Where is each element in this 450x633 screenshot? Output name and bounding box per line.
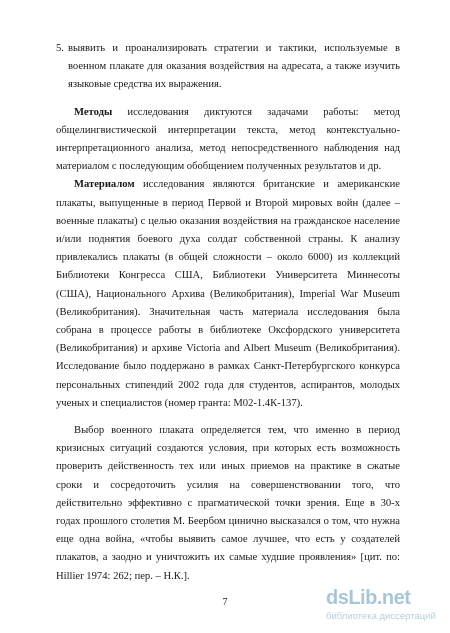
list-item-number: 5. <box>56 43 64 54</box>
watermark-logo: dsLib.net <box>326 587 411 609</box>
watermark-subtitle: библиотека диссертаций <box>326 611 436 622</box>
page-number: 7 <box>222 597 228 608</box>
list-item <box>56 40 400 95</box>
material-text: исследования являются британские и американские плакаты, выпущенные в период Первой и Второй мировых войн (далее – военные плакаты) с целью оказания воздействия на гражданское население и/или поднятия боевого духа солдат собственной страны. К анализу привлекались плакаты (в общей сложности – около 6000) из коллекций Библиотеки Конгресса США, Библиотеки Университета Миннесоты (США), Национального Архива (Великобритания), Imperial War Museum (Великобритания). Значительная часть материала исследования была собрана в процессе работы в библиотеке Оксфордского университета (Великобритания) и архиве Victoria and Albert Museum (Великобритания). Исследование было поддержано в рамках Санкт-Петербургского конкурса персональных стипендий 2002 года для студентов, аспирантов, молодых ученых и специалистов (номер гранта: М02-1.4К-137). <box>56 179 400 409</box>
material-paragraph <box>56 176 400 413</box>
material-heading: Материалом <box>74 179 135 191</box>
methods-paragraph <box>56 104 400 177</box>
watermark <box>326 587 436 627</box>
list-item-text: выявить и проанализировать стратегии и тактики, используемые в военном плакате для оказания воздействия на адресата, а также изучить языковые средства их выражения. <box>68 43 400 91</box>
body-text <box>56 40 400 586</box>
methods-heading: Методы <box>74 106 113 118</box>
choice-paragraph: Выбор военного плаката определяется тем, что именно в период кризисных ситуаций создаются условия, при которых есть возможность проверить действенность тех или иных приемов на практике в сжатые сроки и сосредоточить усилия на совершенствовании того, что действительно эффективно с прагматической точки зрения. Еще в 30-х годах прошлого столетия М. Беербом цинично высказался о том, что нужна еще одна война, «чтобы выявить самое лучшее, что есть у создателей плакатов, а заодно и уничтожить их самые худшие проявления» [цит. по: Hillier 1974: 262; пер. – Н.К.]. <box>56 425 400 582</box>
methods-text: исследования диктуются задачами работы: метод общелингвистической интерпретации текста, метод контекстуально-интерпретационного анализа, метод непосредственного наблюдения над материалом с последующим обобщением полученных результатов и др. <box>56 106 400 173</box>
